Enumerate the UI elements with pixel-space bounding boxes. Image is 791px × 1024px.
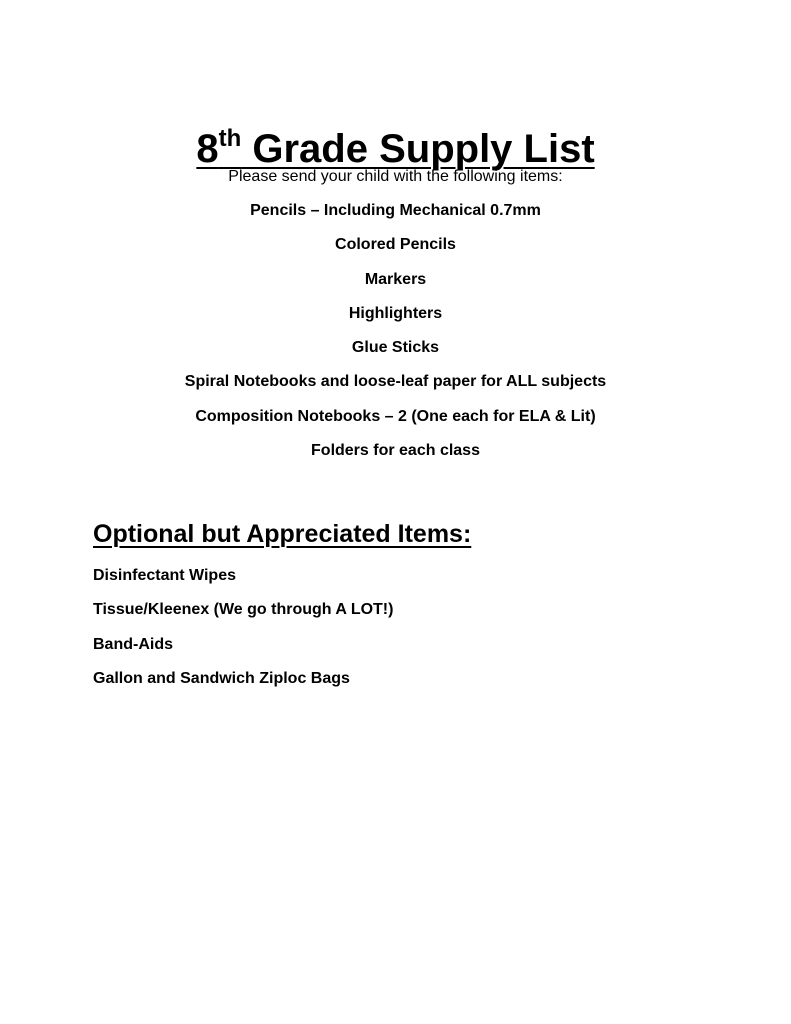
optional-item-band-aids: Band-Aids — [93, 635, 173, 653]
supply-item-spiral-notebooks: Spiral Notebooks and loose-leaf paper for ALL subjects — [184, 373, 607, 391]
optional-items-list — [93, 566, 393, 703]
supply-item-pencils: Pencils – Including Mechanical 0.7mm — [250, 202, 541, 219]
supply-item-glue-sticks: Glue Sticks — [351, 339, 440, 357]
page-title-text — [196, 124, 595, 171]
optional-item-disinfectant-wipes: Disinfectant Wipes — [93, 567, 236, 584]
supply-item-markers: Markers — [364, 270, 427, 288]
optional-item-tissue: Tissue/Kleenex (We go through A LOT!) — [93, 601, 394, 619]
title-rest: Grade Supply List — [241, 126, 595, 171]
supply-list — [0, 201, 791, 475]
supply-item-folders: Folders for each class — [311, 442, 480, 460]
supply-item-composition-notebooks: Composition Notebooks – 2 (One each for ELA & Lit) — [195, 407, 596, 425]
supply-item-highlighters: Highlighters — [348, 304, 443, 322]
grade-ordinal-suffix: th — [218, 124, 242, 152]
optional-items-heading: Optional but Appreciated Items: — [93, 520, 472, 548]
supply-item-colored-pencils: Colored Pencils — [335, 236, 456, 254]
intro-text: Please send your child with the following items: — [228, 168, 563, 185]
page-title — [0, 125, 791, 173]
optional-item-ziploc-bags: Gallon and Sandwich Ziploc Bags — [93, 669, 350, 687]
grade-number: 8 — [196, 126, 219, 171]
